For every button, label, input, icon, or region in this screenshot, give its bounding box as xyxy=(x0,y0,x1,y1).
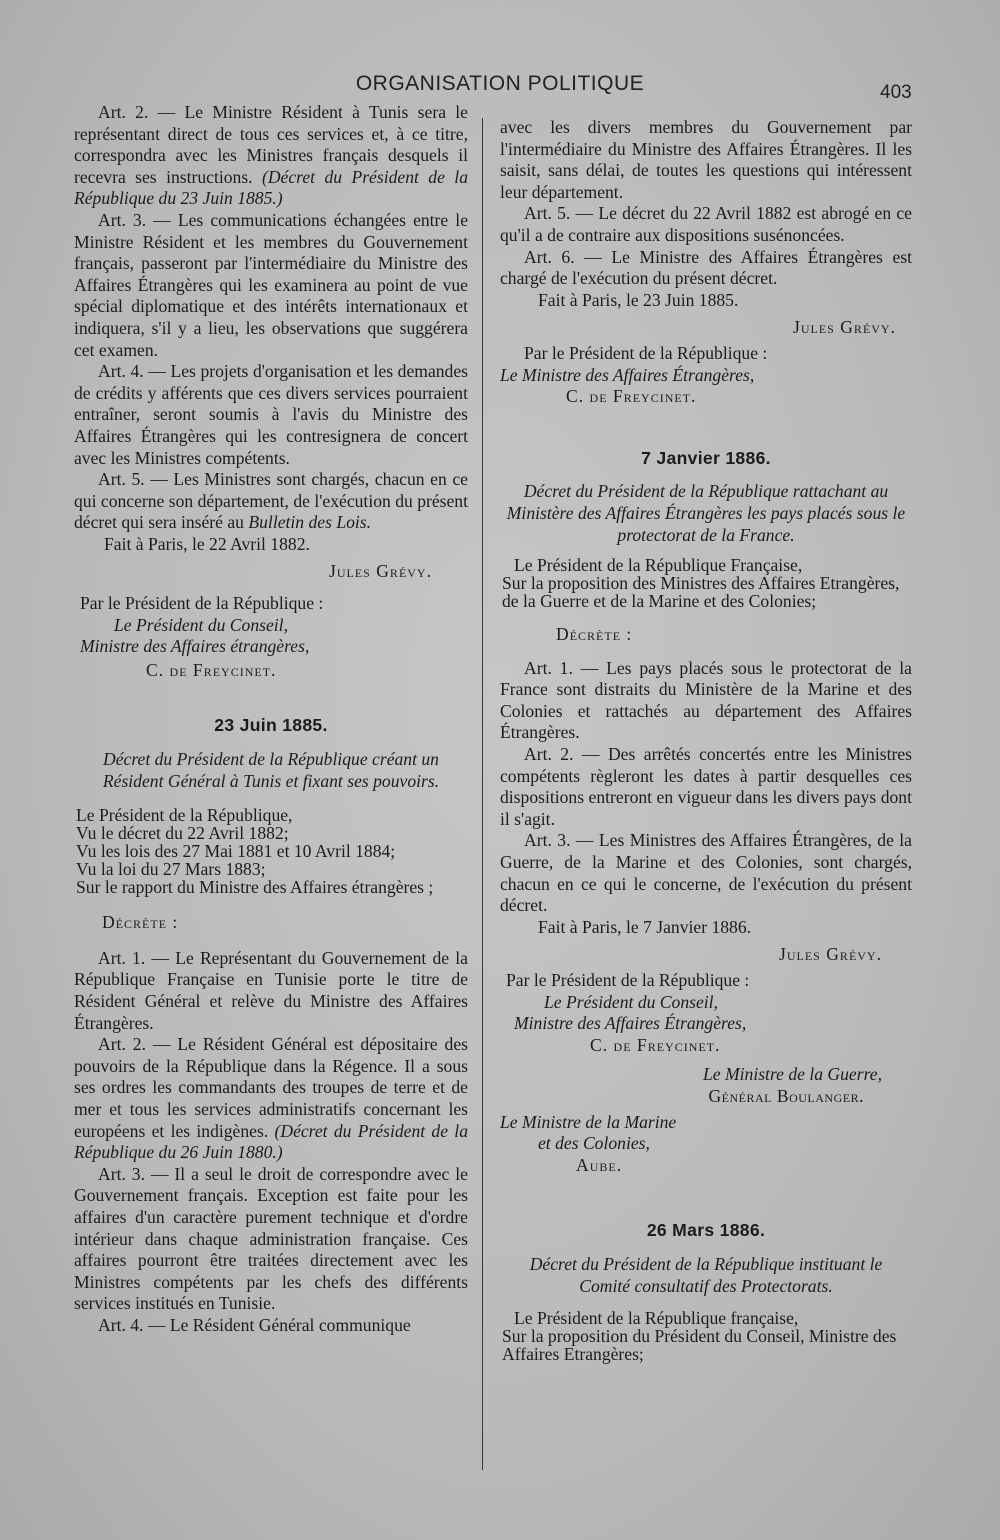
paragraph-art3: Art. 3. — Les Ministres des Affaires Étrangères, de la Guerre, de la Marine et des Colonies, sont chargés, chacun en ce qui le concerne, de l'exécution du présent décret. xyxy=(500,830,912,916)
paragraph-art6: Art. 6. — Le Ministre des Affaires Étrangères est chargé de l'exécution du présent décret. xyxy=(500,246,912,289)
decree-title: Décret du Président de la République créant un Résident Général à Tunis et fixant ses pouvoirs. xyxy=(102,749,440,791)
decree-title: Décret du Président de la République instituant le Comité consultatif des Protectorats. xyxy=(529,1253,883,1296)
preamble: Le Président de la République française, Sur la proposition du Président du Conseil, Ministre des Affaires Etrangères; xyxy=(502,1308,897,1365)
column-divider xyxy=(482,118,483,1470)
paragraph-art4: Art. 4. — Les projets d'organisation et les demandes de crédits y afférents que ces divers services pourraient entraîner, seront soumis à l'avis du Ministre des Affaires Étrangères qui les contresignera de concert avec les Ministres compétents. xyxy=(74,361,468,468)
paragraph-art1: Art. 1. — Les pays placés sous le protectorat de la France sont distraits du Ministère de la Marine et des Colonies et rattachés au département des Affaires Étrangères. xyxy=(500,657,912,743)
signature: Jules Grévy. xyxy=(792,317,896,338)
paragraph-art3: Art. 3. — Il a seul le droit de correspondre avec le Gouvernement français. Exception est faite pour les affaires d'un caractère purement technique et d'ordre intérieur dans chaque administration française. Ces affaires pourront être traitées directement avec les Ministres compétents par les chefs des différents services institués en Tunisie. xyxy=(74,1163,468,1314)
page-number: 403 xyxy=(880,82,912,103)
signatory-role: Le Ministre des Affaires Étrangères, xyxy=(500,364,755,385)
paragraph-art2: Art. 2. — Le Résident Général est dépositaire des pouvoirs de la République dans la Régence. Il a sous ses ordres les commandants des troupes de terre et de mer et tous les services administratifs concernant les européens et les indigènes. (Décret du Président de la République du 26 Juin 1880.) xyxy=(74,1034,468,1163)
section-date: 23 Juin 1885. xyxy=(214,715,328,736)
signature: Jules Grévy. xyxy=(328,561,432,582)
citation: (Décret du Président de la République du 23 Juin 1885.) xyxy=(74,166,468,209)
running-head: ORGANISATION POLITIQUE xyxy=(355,72,645,95)
decrees-label: Décrète : xyxy=(102,912,179,933)
paragraph-art2: Art. 2. — Des arrêtés concertés entre les Ministres compétents règleront les dates à partir desquelles ces dispositions entreront en vigueur dans les divers pays dont il s'agit. xyxy=(500,744,912,829)
paragraph-art2: Art. 2. — Le Ministre Résident à Tunis sera le représentant direct de tous ces services et, à ce titre, correspondra avec les Ministres français desquels il recevra ses instructions. (Décret du Président de la République du 23 Juin 1885.) xyxy=(74,102,468,209)
left-column xyxy=(74,102,468,1337)
signatory-role: et des Colonies, xyxy=(538,1133,650,1154)
paragraph-art5: Art. 5. — Les Ministres sont chargés, chacun en ce qui concerne son département, de l'exécution du présent décret qui sera inséré au Bulletin des Lois. xyxy=(74,469,468,533)
place-date: Fait à Paris, le 22 Avril 1882. xyxy=(104,533,310,554)
by-president: Par le Président de la République : xyxy=(506,970,750,990)
countersignature: C. de Freycinet. xyxy=(590,1034,721,1055)
paragraph-art4: Art. 4. — Le Résident Général communique xyxy=(98,1314,411,1335)
section-date: 26 Mars 1886. xyxy=(646,1220,766,1241)
signatory-role: Le Président du Conseil, xyxy=(114,614,288,635)
preamble: Le Président de la République Française, Sur la proposition des Ministres des Affaires Etrangères, de la Guerre et de la Marine et des Colonies; xyxy=(502,555,900,612)
signatory-role: Ministre des Affaires Étrangères, xyxy=(514,1013,747,1034)
section-date: 7 Janvier 1886. xyxy=(641,447,771,468)
signatory-role: Le Président du Conseil, xyxy=(544,991,718,1012)
countersignature: C. de Freycinet. xyxy=(566,386,697,407)
countersignature: Aube. xyxy=(576,1154,623,1175)
paragraph-art1: Art. 1. — Le Représentant du Gouvernement de la République Française en Tunisie porte le titre de Résident Général et relève du Ministre des Affaires Étrangères. xyxy=(74,947,468,1033)
paragraph-art5: Art. 5. — Le décret du 22 Avril 1882 est abrogé en ce qu'il a de contraire aux dispositions susénoncées. xyxy=(500,203,912,245)
place-date: Fait à Paris, le 23 Juin 1885. xyxy=(538,289,739,310)
by-president: Par le Président de la République : xyxy=(80,593,324,614)
decrees-label: Décrète : xyxy=(556,624,633,645)
signature: Jules Grévy. xyxy=(778,944,882,965)
decree-title: Décret du Président de la République rattachant au Ministère des Affaires Étrangères les pays placés sous le protectorat de la France. xyxy=(506,481,906,545)
right-column xyxy=(500,117,912,1363)
paragraph-art3: Art. 3. — Les communications échangées entre le Ministre Résident et les membres du Gouvernement français, passeront par l'intermédiaire du Ministre des Affaires Étrangères qui les examinera au point de vue spécial diplomatique et des intérêts internationaux et indiquera, s'il y a lieu, les observations que suggérera cet examen. xyxy=(74,209,468,360)
place-date: Fait à Paris, le 7 Janvier 1886. xyxy=(538,916,752,937)
preamble: Le Président de la République, Vu le décret du 22 Avril 1882; Vu les lois des 27 Mai 1881 et 10 Avril 1884; Vu la loi du 27 Mars 1883; Sur le rapport du Ministre des Affaires étrangères ; xyxy=(76,805,434,898)
countersignature: Général Boulanger. xyxy=(708,1085,864,1106)
paragraph-continuation: avec les divers membres du Gouvernement par l'intermédiaire du Ministre des Affaires Étrangères. Il les saisit, sans délai, de toutes les questions qui intéressent leur département. xyxy=(500,117,912,202)
countersignature: C. de Freycinet. xyxy=(146,659,277,680)
by-president: Par le Président de la République : xyxy=(524,342,768,363)
signatory-role: Le Ministre de la Guerre, xyxy=(702,1064,882,1085)
signatory-role: Le Ministre de la Marine xyxy=(500,1111,677,1132)
signatory-role: Ministre des Affaires étrangères, xyxy=(80,636,310,657)
